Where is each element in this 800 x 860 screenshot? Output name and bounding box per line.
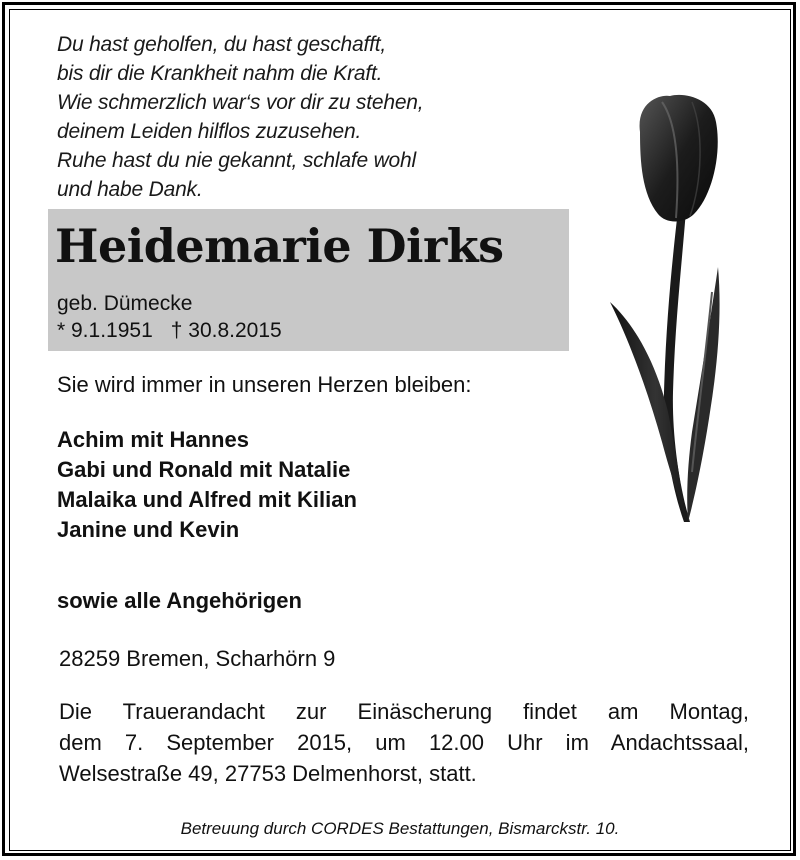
life-dates [57,318,282,344]
birth-date: * 9.1.1951 [57,319,153,342]
poem-line: bis dir die Krankheit nahm die Kraft. [57,62,383,85]
service-line: Welsestraße 49, 27753 Delmenhorst, statt. [59,761,477,786]
deceased-name: Heidemarie Dirks [55,219,504,273]
service-line: Die Trauerandacht zur Einäscherung findet am Montag, [59,699,749,724]
service-announcement [59,696,749,789]
poem-line: Ruhe hast du nie gekannt, schlafe wohl [57,149,416,172]
tulip-icon [600,92,750,532]
maiden-name: geb. Dümecke [57,292,193,315]
mourner-item: Achim mit Hannes [57,427,249,452]
service-line: dem 7. September 2015, um 12.00 Uhr im Andachtssaal, [59,730,749,755]
poem-line: deinem Leiden hilflos zuzusehen. [57,120,362,143]
mourner-item: Gabi und Ronald mit Natalie [57,457,351,482]
mourner-item: Malaika und Alfred mit Kilian [57,487,357,512]
relatives-line: sowie alle Angehörigen [57,588,302,613]
undertaker-credit: Betreuung durch CORDES Bestattungen, Bismarckstr. 10. [180,819,620,838]
mourner-item: Janine und Kevin [57,517,240,542]
mourners-list [57,425,357,545]
family-address: 28259 Bremen, Scharhörn 9 [59,646,336,671]
poem-line: Du hast geholfen, du hast geschafft, [57,33,387,56]
memorial-tagline: Sie wird immer in unseren Herzen bleiben: [57,372,472,397]
poem-line: und habe Dank. [57,178,203,201]
death-date: † 30.8.2015 [170,319,282,342]
poem [57,30,517,204]
poem-line: Wie schmerzlich war‘s vor dir zu stehen, [57,91,424,114]
